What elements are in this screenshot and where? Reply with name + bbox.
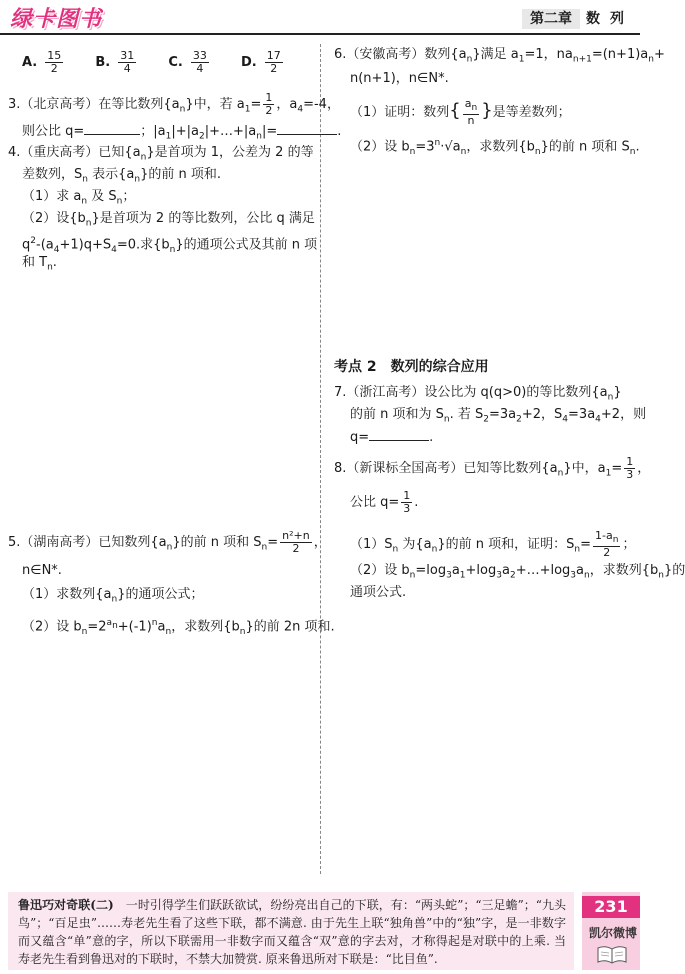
question-5-line-3: （1）求数列$\{a_n\}$的通项公式； [22, 587, 204, 605]
section-title: 考点 2 数列的综合应用 [334, 359, 489, 375]
question-5-line-2: n∈N*. [22, 563, 62, 578]
footer-story-title: 鲁迅巧对奇联(二) [18, 898, 114, 912]
chapter-indicator [522, 9, 640, 29]
open-book-icon [596, 944, 628, 964]
question-4-line-2: 差数列，$S_n$ 表示$\{a_n\}$的前 n 项和. [22, 167, 221, 185]
footer-story-box [8, 892, 574, 970]
question-3-line-1: 3.（北京高考）在等比数列$\{a_n\}$中，若 $a_1=$ $\frac{1}{2}$ ，$a_4=-4$， [8, 91, 340, 117]
option-b: B. $\frac{31}{4}$ [95, 49, 135, 75]
question-6-line-3: （1）证明：数列{ $\frac{a_n}{n}$ }是等差数列； [350, 97, 571, 128]
answer-blank[interactable] [84, 122, 140, 135]
header-rule [0, 33, 640, 35]
page-number-box [582, 892, 640, 970]
footer-story-body: 一时引得学生们跃跃欲试，纷纷亮出自己的下联，有：“两头蛇”；“三足蟾”；“九头鸟”；“百足虫”……寿老先生看了这些下联，都不满意. 由于先生上联“独角兽”中的“独”字，是一非数字而又蕴含“单”意的字，所以下联需用一非数字而又蕴含“双”意的字去对，才称得起是对联中的上乘. 当寿老先生看到鲁迅对的下联时，不禁大加赞赏. 原来鲁迅所对下联是：“比目鱼”. [18, 898, 566, 966]
page-number: 231 [582, 896, 640, 918]
question-4-line-1: 4.（重庆高考）已知$\{a_n\}$是首项为 1，公差为 2 的等 [8, 145, 314, 163]
option-a: A. $\frac{15}{2}$ [22, 49, 62, 75]
chapter-name: 数列 [586, 11, 634, 27]
question-8-line-2: 公比 q= $\frac{1}{3}$ . [350, 489, 419, 515]
question-4-line-4: （2）设$\{b_n\}$是首项为 2 的等比数列，公比 q 满足 [22, 211, 315, 229]
question-4-line-3: （1）求 $a_n$ 及 $S_n$； [22, 189, 136, 207]
question-5-line-1: 5.（湖南高考）已知数列$\{a_n\}$的前 n 项和 $S_n=$ $\frac{\text{n²+n}}{2}$ ， [8, 529, 327, 555]
question-6-line-4: （2）设 $b_n=3^n\cdot√a_n$，求数列$\{b_n\}$的前 n 项和 $S_n$. [350, 138, 640, 157]
question-8-line-4: （2）设 $b_n=\log_3a_1+\log_3a_2+\dots+\log_3a_n$，求数列$\{b_n\}$的 [350, 563, 685, 581]
question-6-line-2: n(n+1)，n∈N*. [350, 71, 449, 86]
question-4-line-6: 和 $T_n$. [22, 255, 57, 273]
question-8-line-3: $(1)S_n$ 为$\{a_n\}$的前 n 项和，证明：$S_n=$ $\frac{1-a_n}{2}$ ； [350, 529, 636, 560]
chapter-tag: 第二章 [522, 9, 580, 29]
question-8-line-1: 8.（新课标全国高考）已知等比数列$\{a_n\}$中，$a_1=$ $\frac{1}{3}$ ， [334, 455, 651, 481]
question-4-line-5: $q^2-(a_4+1)q+S_4=0$.求$\{b_n\}$的通项公式及其前 n 项 [22, 236, 318, 255]
page-header [0, 0, 640, 34]
question-8-line-5: 通项公式. [350, 585, 407, 600]
brand-label: 凯尔微博 [588, 926, 637, 940]
question-7-line-1: 7.（浙江高考）设公比为 q(q>0)的等比数列$\{a_n\}$ [334, 385, 622, 403]
column-divider [320, 44, 321, 874]
answer-blank[interactable] [369, 428, 429, 441]
question-3-line-2: 则公比 q= ；$|a_1|+|a_2|+\dots+|a_n|=$ . [22, 124, 342, 142]
question-6-line-1: 6.（安徽高考）数列$\{a_n\}$满足 $a_1=1$，$na_{n+1}=(n+1)a_n+$ [334, 47, 665, 65]
question-7-line-3: q= . [350, 430, 434, 445]
footer-story [18, 896, 566, 968]
answer-blank[interactable] [277, 122, 337, 135]
question-5-line-4: （2）设 $b_n=2^{a_n}+(-1)^na_n$，求数列$\{b_n\}$的前 2n 项和. [22, 618, 335, 637]
publisher-logo: 绿卡图书 [10, 7, 103, 32]
question-7-line-2: 的前 n 项和为 $S_n$. 若 $S_2=3a_2+2$，$S_4=3a_4+2$，则 [350, 407, 647, 425]
option-c: C. $\frac{33}{4}$ [168, 49, 207, 75]
answer-options [22, 50, 285, 75]
option-d: D. $\frac{17}{2}$ [241, 49, 281, 75]
